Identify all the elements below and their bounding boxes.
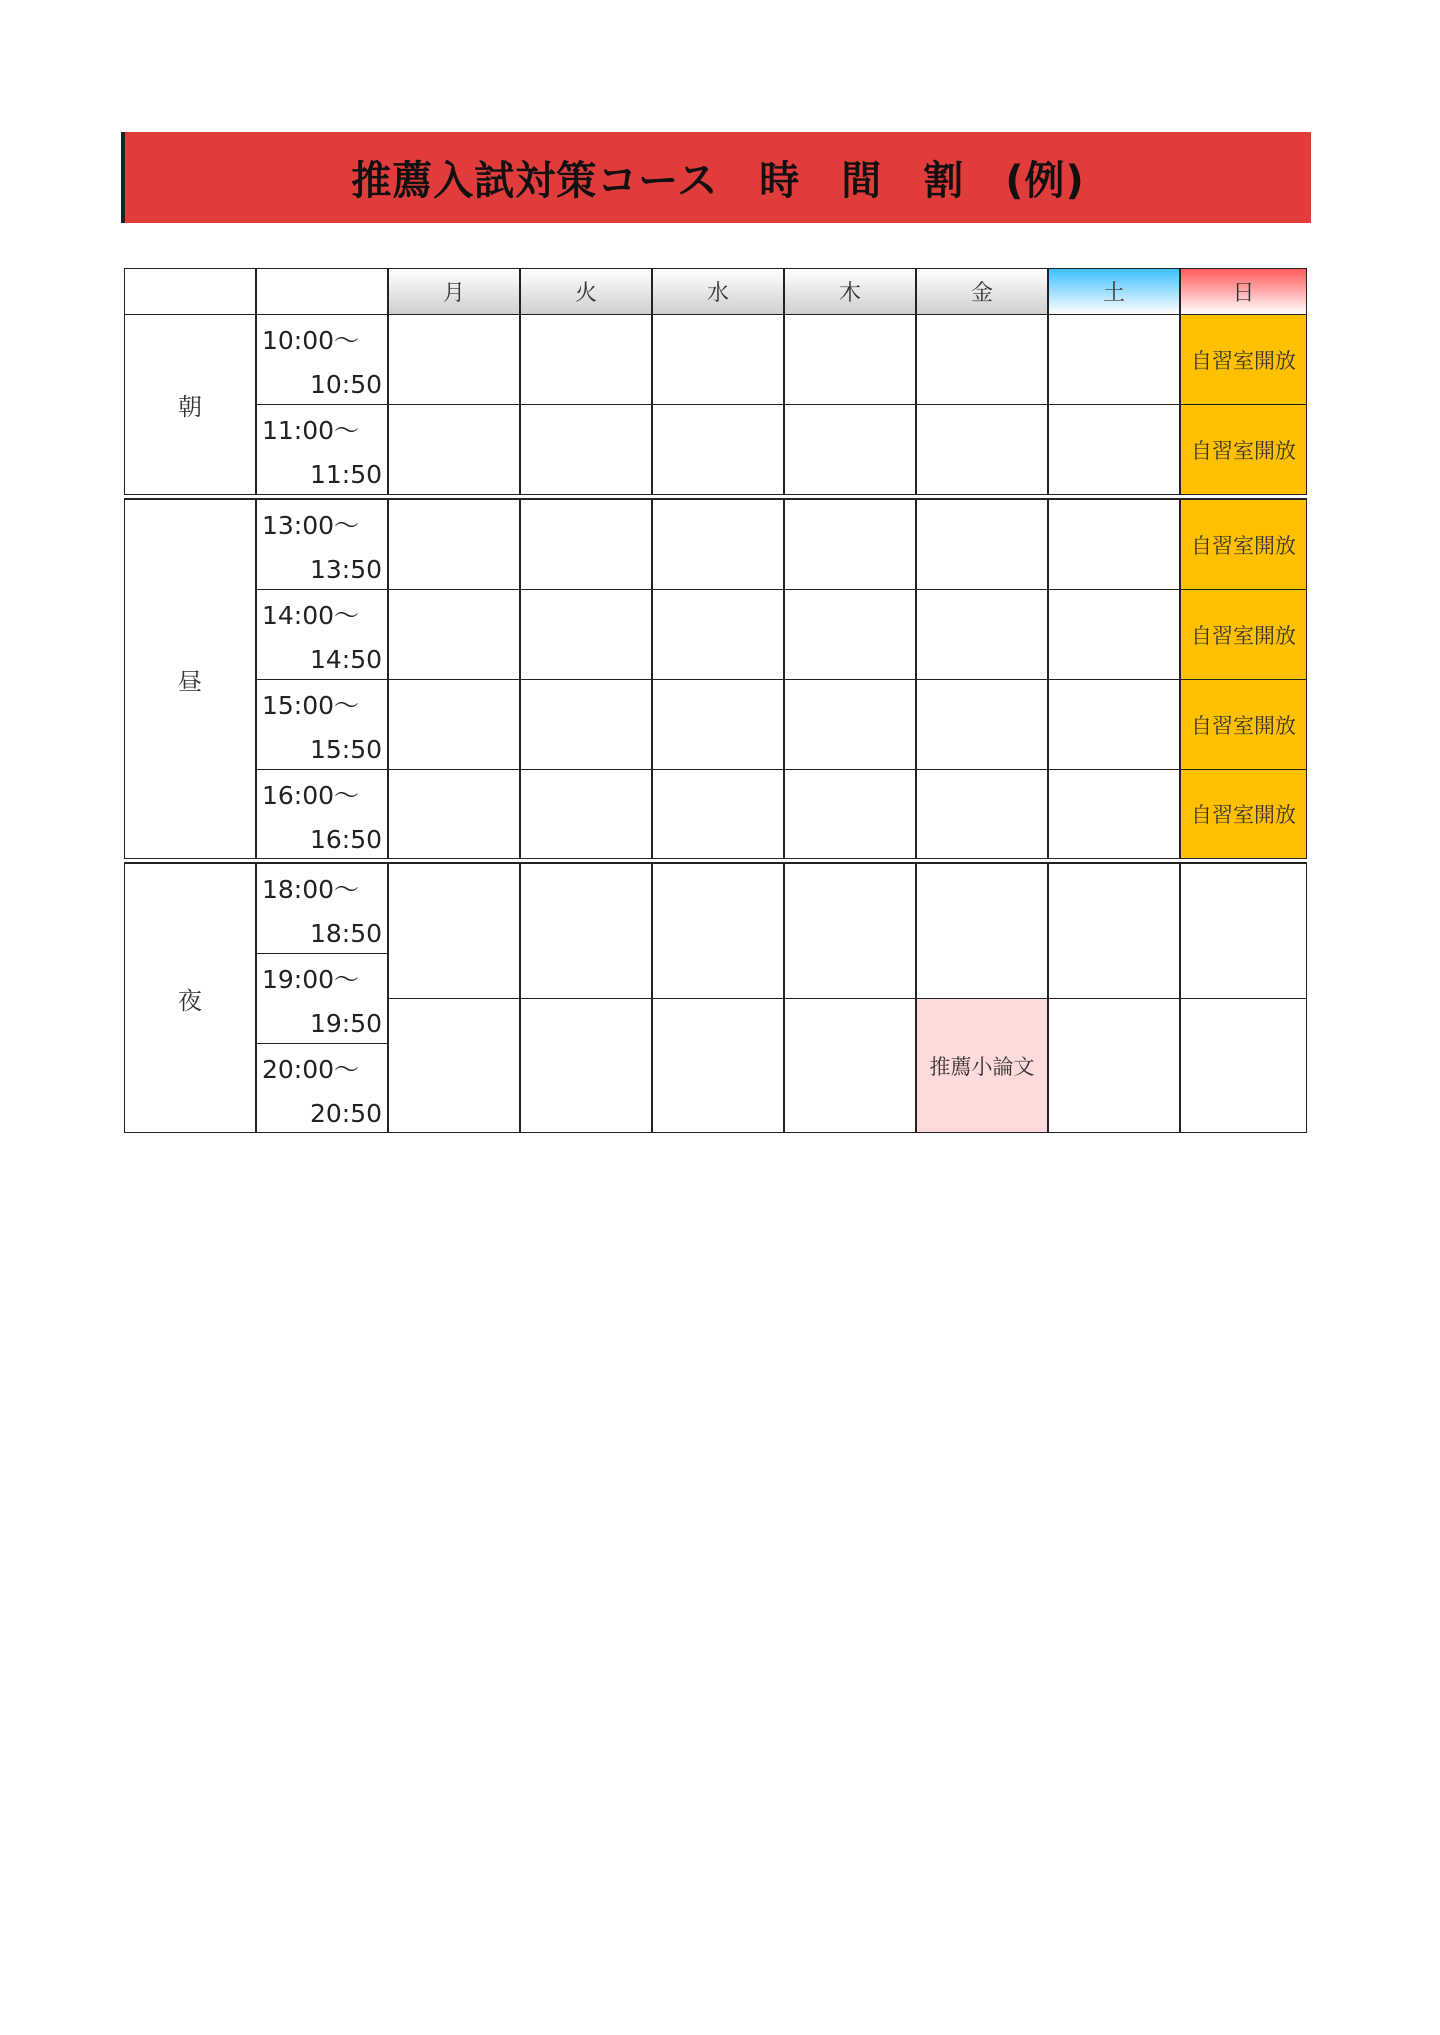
time-start: 13:00〜 (262, 511, 360, 540)
time-start: 16:00〜 (262, 781, 360, 810)
timetable-cell-mon (388, 589, 520, 680)
timetable-cell-wed (652, 863, 784, 999)
timetable-cell-wed (652, 998, 784, 1133)
time-end: 10:50 (309, 370, 382, 399)
study-room-open-cell: 自習室開放 (1180, 404, 1307, 495)
time-start: 11:00〜 (262, 416, 360, 445)
timetable-cell-sat (1048, 769, 1180, 859)
time-end: 16:50 (309, 825, 382, 854)
timetable-cell-wed (652, 499, 784, 590)
header-day-thu: 木 (784, 268, 916, 315)
study-room-open-cell: 自習室開放 (1180, 589, 1307, 680)
timetable-cell-sun (1180, 863, 1307, 999)
timetable-cell-wed (652, 679, 784, 770)
timetable-cell-tue (520, 679, 652, 770)
recommendation-essay-cell: 推薦小論文 (916, 998, 1048, 1133)
period-noon: 昼 (124, 499, 256, 859)
study-room-open-cell: 自習室開放 (1180, 314, 1307, 405)
timetable-cell-wed (652, 314, 784, 405)
timetable-cell-wed (652, 589, 784, 680)
page-title: 推薦入試対策コース 時 間 割 (例) (351, 158, 1085, 204)
title-banner (121, 132, 1311, 223)
timetable-cell-thu (784, 998, 916, 1133)
timetable-cell-sat (1048, 679, 1180, 770)
timetable-cell-thu (784, 679, 916, 770)
timetable-cell-fri (916, 499, 1048, 590)
timetable-cell-fri (916, 679, 1048, 770)
timetable-cell-mon (388, 769, 520, 859)
period-night: 夜 (124, 863, 256, 1133)
timetable-cell-wed (652, 769, 784, 859)
timetable-cell-fri (916, 589, 1048, 680)
time-slot-3 (256, 499, 388, 590)
time-slot-9 (256, 1043, 388, 1133)
timetable-cell-tue (520, 314, 652, 405)
timetable-cell-wed (652, 404, 784, 495)
period-morning: 朝 (124, 314, 256, 495)
timetable-cell-mon (388, 998, 520, 1133)
header-corner-time (256, 268, 388, 315)
time-end: 15:50 (309, 735, 382, 764)
time-start: 18:00〜 (262, 875, 360, 904)
time-end: 19:50 (309, 1009, 382, 1038)
time-start: 15:00〜 (262, 691, 360, 720)
time-slot-6 (256, 769, 388, 859)
timetable-cell-fri (916, 404, 1048, 495)
time-slot-2 (256, 404, 388, 495)
time-slot-5 (256, 679, 388, 770)
timetable-cell-thu (784, 404, 916, 495)
timetable-cell-thu (784, 499, 916, 590)
timetable-cell-fri (916, 314, 1048, 405)
study-room-open-cell: 自習室開放 (1180, 679, 1307, 770)
time-end: 13:50 (309, 555, 382, 584)
header-day-sun: 日 (1180, 268, 1307, 315)
timetable-cell-fri (916, 863, 1048, 999)
time-slot-4 (256, 589, 388, 680)
timetable-cell-sat (1048, 998, 1180, 1133)
timetable-cell-mon (388, 404, 520, 495)
timetable-cell-thu (784, 314, 916, 405)
time-end: 14:50 (309, 645, 382, 674)
timetable-cell-tue (520, 404, 652, 495)
timetable-cell-mon (388, 499, 520, 590)
time-start: 20:00〜 (262, 1055, 360, 1084)
timetable-cell-mon (388, 679, 520, 770)
timetable-cell-tue (520, 863, 652, 999)
time-slot-7 (256, 863, 388, 954)
timetable-cell-tue (520, 769, 652, 859)
header-day-fri: 金 (916, 268, 1048, 315)
header-corner-period (124, 268, 256, 315)
header-day-wed: 水 (652, 268, 784, 315)
timetable-cell-sat (1048, 589, 1180, 680)
time-slot-1 (256, 314, 388, 405)
timetable-cell-tue (520, 589, 652, 680)
timetable-cell-thu (784, 589, 916, 680)
time-start: 10:00〜 (262, 326, 360, 355)
time-start: 14:00〜 (262, 601, 360, 630)
header-day-sat: 土 (1048, 268, 1180, 315)
timetable-cell-sat (1048, 314, 1180, 405)
study-room-open-cell: 自習室開放 (1180, 769, 1307, 859)
timetable-cell-sat (1048, 499, 1180, 590)
time-slot-8 (256, 953, 388, 1044)
timetable-cell-fri (916, 769, 1048, 859)
timetable-cell-tue (520, 998, 652, 1133)
study-room-open-cell: 自習室開放 (1180, 499, 1307, 590)
time-end: 20:50 (309, 1099, 382, 1128)
timetable-cell-mon (388, 863, 520, 999)
time-start: 19:00〜 (262, 965, 360, 994)
timetable-cell-sat (1048, 404, 1180, 495)
timetable-cell-sat (1048, 863, 1180, 999)
section-divider (124, 498, 1307, 499)
time-end: 11:50 (309, 460, 382, 489)
timetable-cell-thu (784, 769, 916, 859)
timetable-cell-tue (520, 499, 652, 590)
time-end: 18:50 (309, 919, 382, 948)
timetable-cell-mon (388, 314, 520, 405)
timetable-cell-thu (784, 863, 916, 999)
section-divider (124, 862, 1307, 863)
timetable-cell-sun (1180, 998, 1307, 1133)
header-day-mon: 月 (388, 268, 520, 315)
header-day-tue: 火 (520, 268, 652, 315)
